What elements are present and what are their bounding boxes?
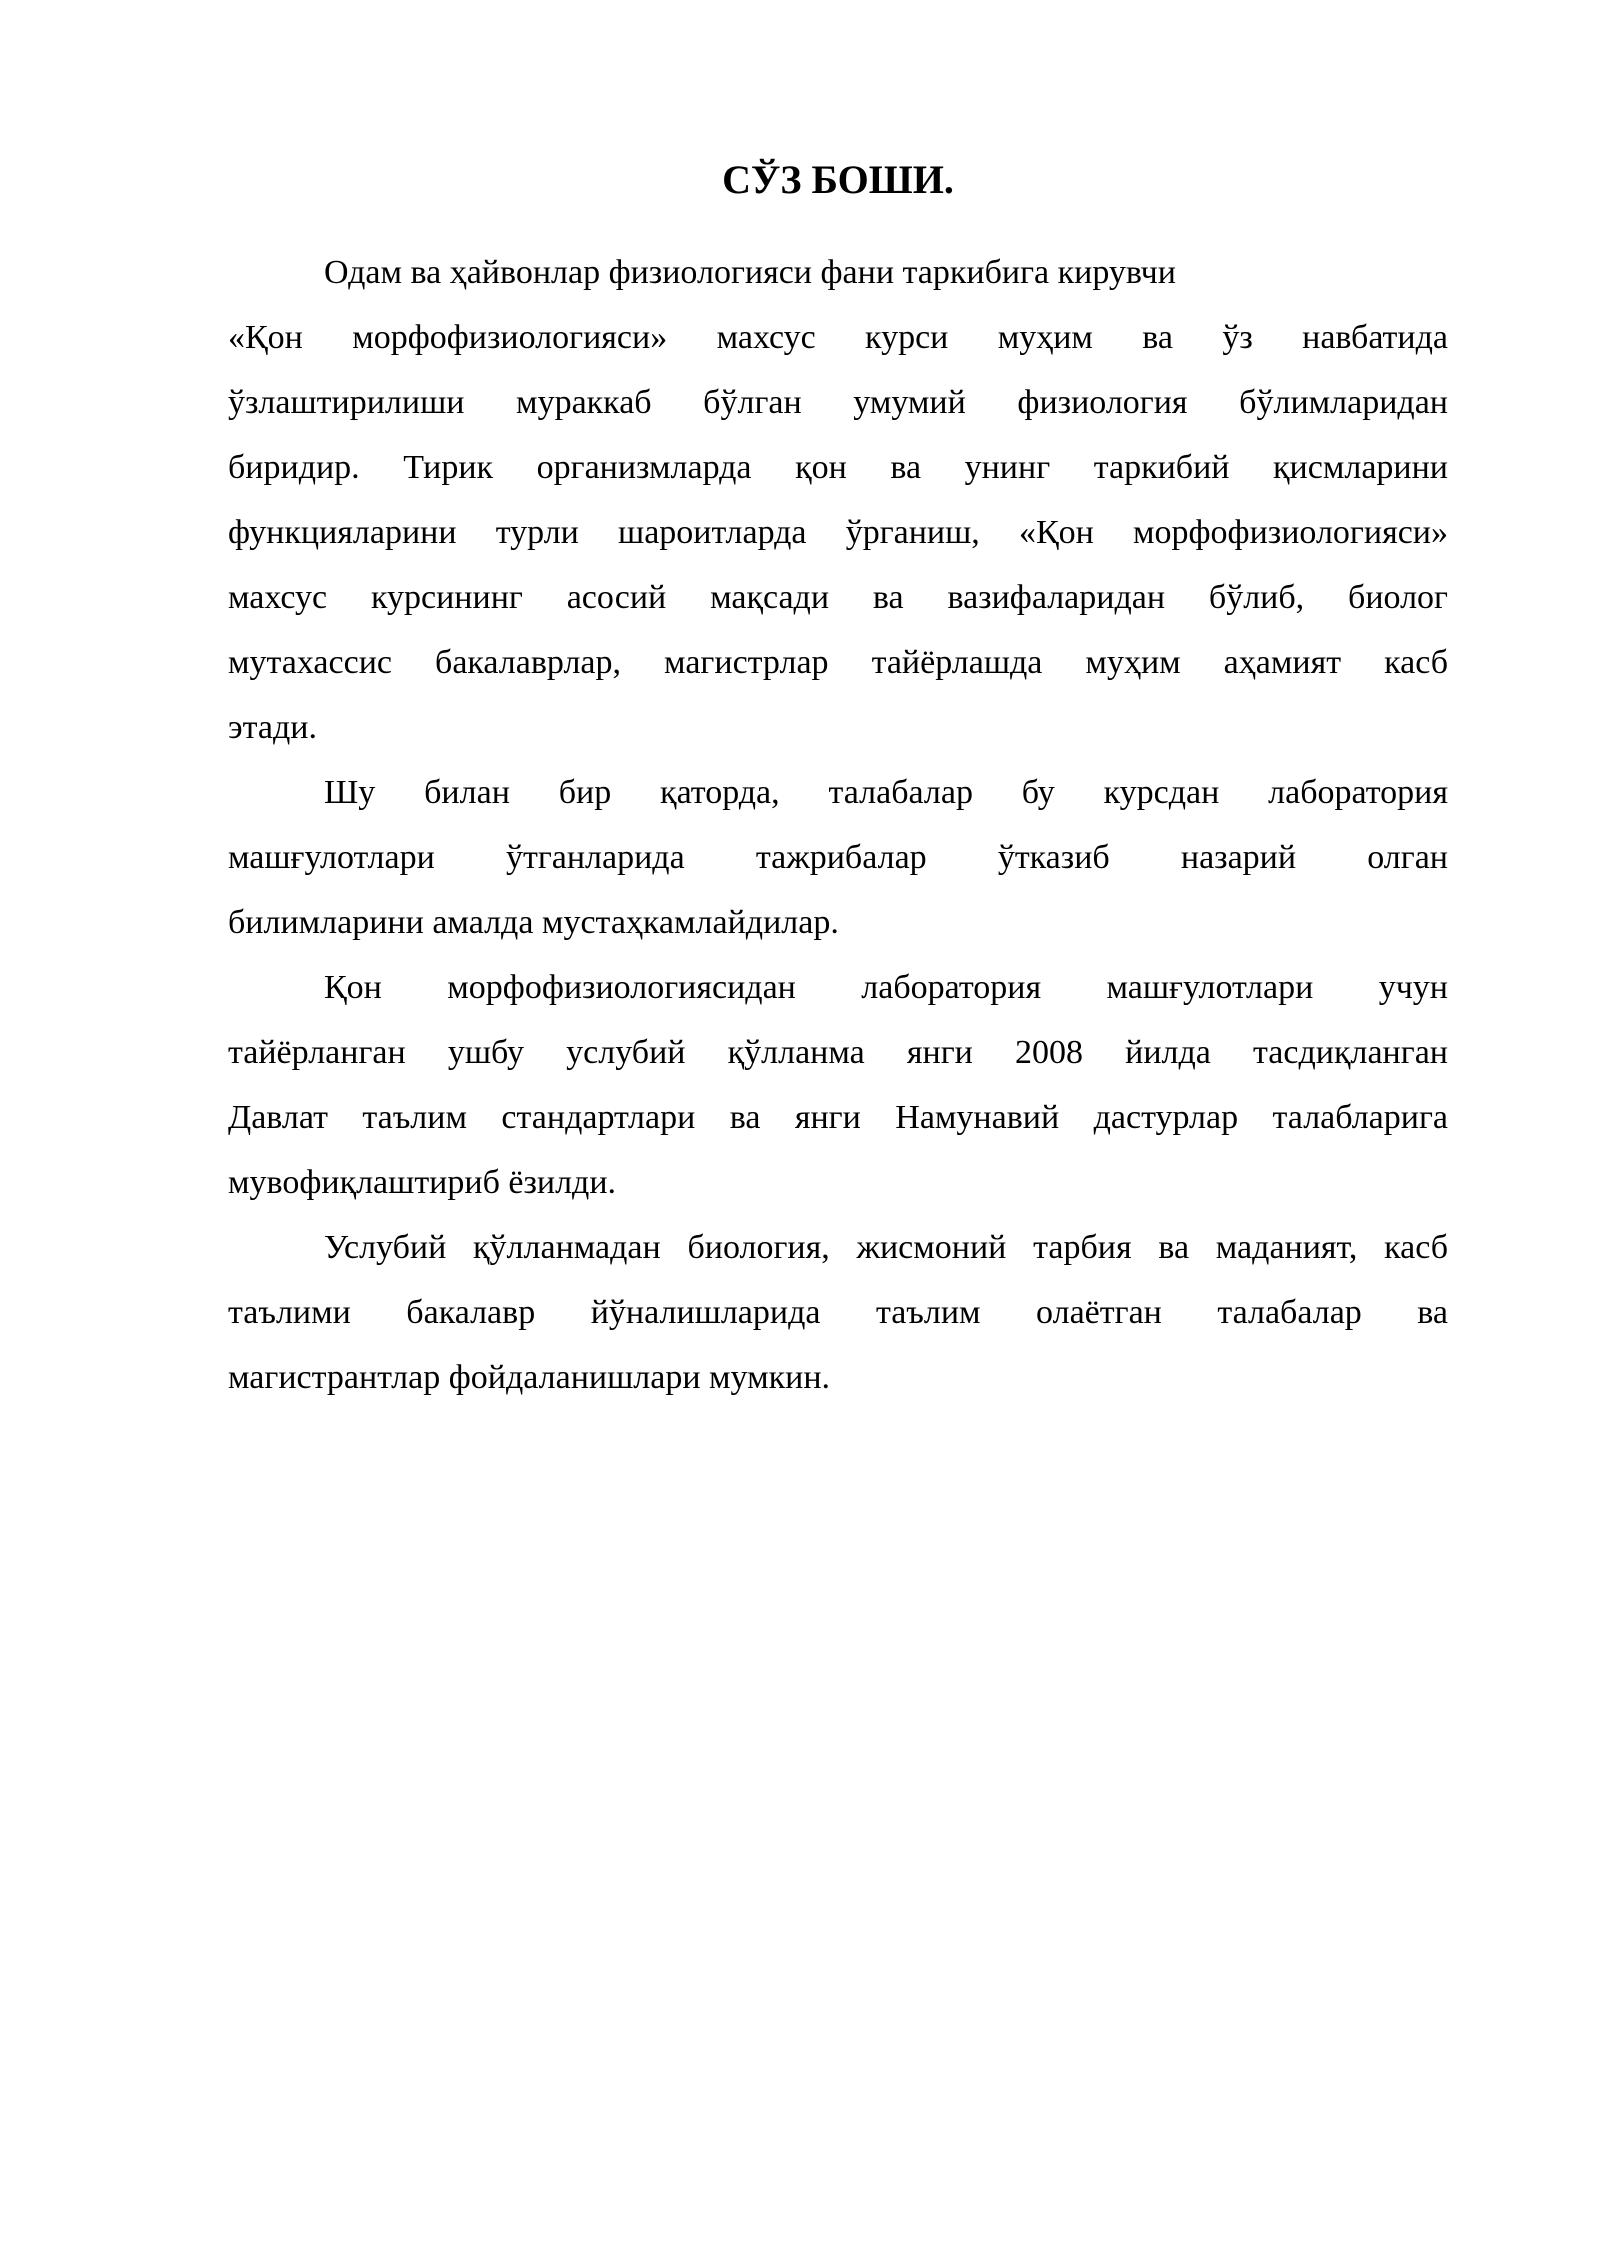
paragraph-line: Давлат таълим стандартлари ва янги Намунавий дастурлар талабларига (228, 1099, 1448, 1136)
paragraph-4 (228, 1215, 1448, 1410)
paragraph-line: таълими бакалавр йўналишларида таълим олаётган талабалар ва (228, 1294, 1448, 1331)
paragraph-line: биридир. Тирик организмларда қон ва унинг таркибий қисмларини (228, 449, 1448, 486)
paragraph-line: этади. (228, 709, 317, 746)
paragraph-line: магистрантлар фойдаланишлари мумкин. (228, 1359, 831, 1396)
paragraph-3 (228, 955, 1448, 1215)
paragraph-line: машғулотлари ўтганларида тажрибалар ўтказиб назарий олган (228, 839, 1448, 876)
paragraph-line: билимларини амалда мустаҳкамлайдилар. (228, 904, 839, 941)
document-body (228, 240, 1448, 1410)
paragraph-line: Қон морфофизиологиясидан лаборатория машғулотлари учун (324, 969, 1448, 1006)
paragraph-line: ўзлаштирилиши мураккаб бўлган умумий физиология бўлимларидан (228, 384, 1448, 421)
paragraph-line: Одам ва ҳайвонлар физиологияси фани таркибига кирувчи (324, 254, 1176, 291)
page-title: СЎЗ БОШИ. (722, 157, 954, 202)
paragraph-line: Услубий қўлланмадан биология, жисмоний тарбия ва маданият, касб (324, 1229, 1448, 1266)
paragraph-line: мувофиқлаштириб ёзилди. (228, 1164, 617, 1201)
paragraph-line: мутахассис бакалаврлар, магистрлар тайёрлашда муҳим аҳамият касб (228, 644, 1448, 681)
paragraph-2 (228, 760, 1448, 955)
paragraph-line: махсус курсининг асосий мақсади ва вазифаларидан бўлиб, биолог (228, 579, 1448, 616)
paragraph-line: тайёрланган ушбу услубий қўлланма янги 2008 йилда тасдиқланган (228, 1034, 1448, 1071)
paragraph-1 (228, 240, 1448, 760)
paragraph-line: «Қон морфофизиологияси» махсус курси муҳим ва ўз навбатида (228, 319, 1448, 356)
paragraph-line: Шу билан бир қаторда, талабалар бу курсдан лаборатория (324, 774, 1448, 811)
paragraph-line: функцияларини турли шароитларда ўрганиш, «Қон морфофизиологияси» (228, 514, 1448, 551)
